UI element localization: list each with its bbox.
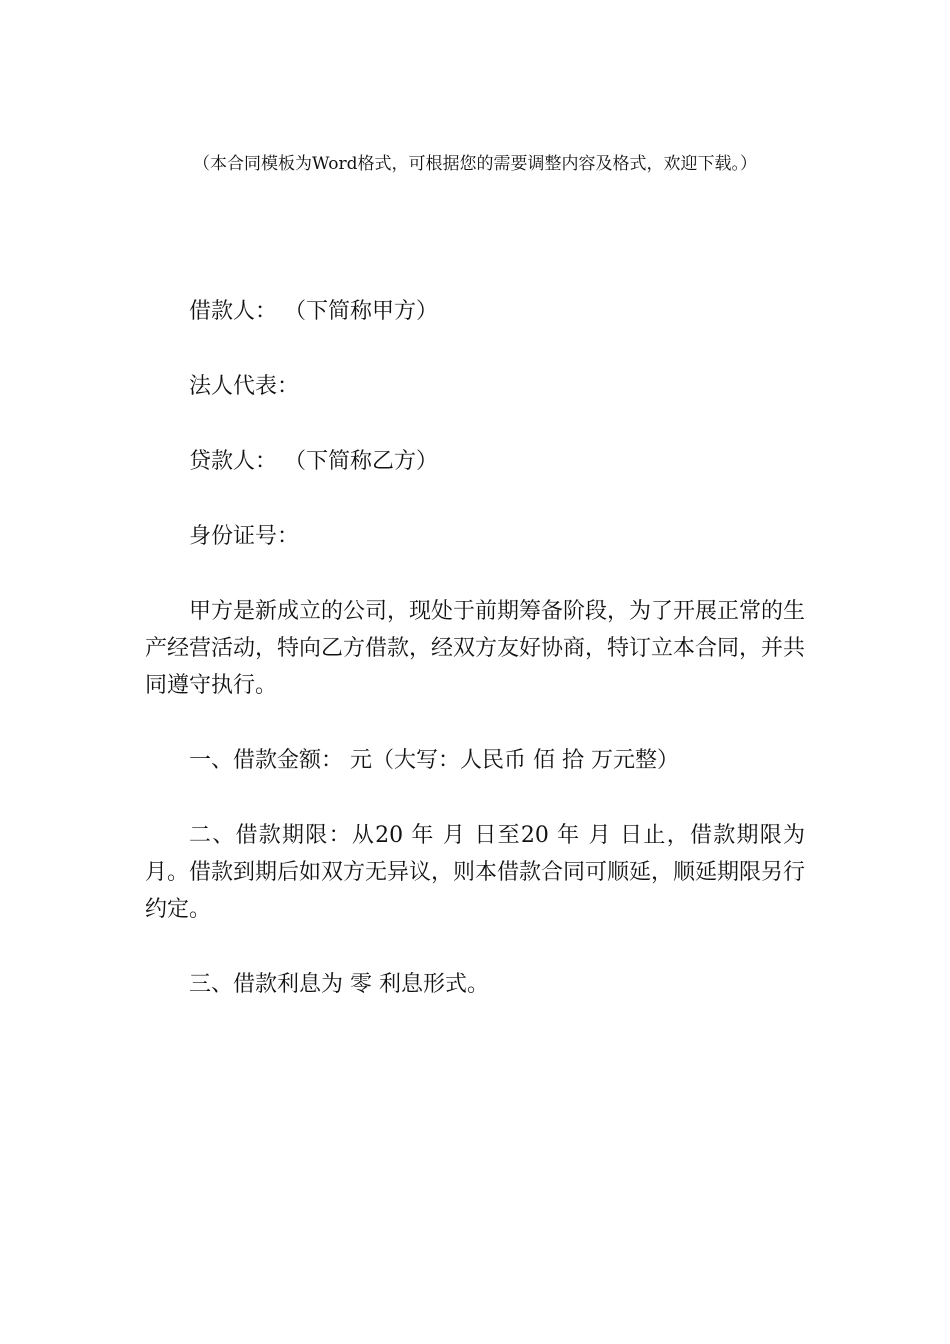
contract-body bbox=[145, 293, 805, 1041]
loan-term-clause: 二、借款期限：从20 年 月 日至20 年 月 日止，借款期限为 月。借款到期后如双方无异议，则本借款合同可顺延，顺延期限另行约定。 bbox=[145, 823, 806, 922]
loan-interest-clause: 三、借款利息为 零 利息形式。 bbox=[189, 972, 489, 997]
borrower-line: 借款人： （下简称甲方） bbox=[189, 299, 438, 324]
template-header-note: （本合同模板为Word格式，可根据您的需要调整内容及格式，欢迎下载。） bbox=[192, 154, 758, 174]
id-number-line: 身份证号： bbox=[189, 524, 300, 549]
legal-representative-line: 法人代表： bbox=[189, 374, 300, 399]
lender-line: 贷款人： （下简称乙方） bbox=[189, 449, 438, 474]
contract-intro-paragraph: 甲方是新成立的公司，现处于前期筹备阶段，为了开展正常的生产经营活动，特向乙方借款，经双方友好协商，特订立本合同，并共同遵守执行。 bbox=[145, 599, 806, 698]
loan-amount-clause: 一、借款金额： 元（大写：人民币 佰 拾 万元整） bbox=[189, 748, 679, 773]
